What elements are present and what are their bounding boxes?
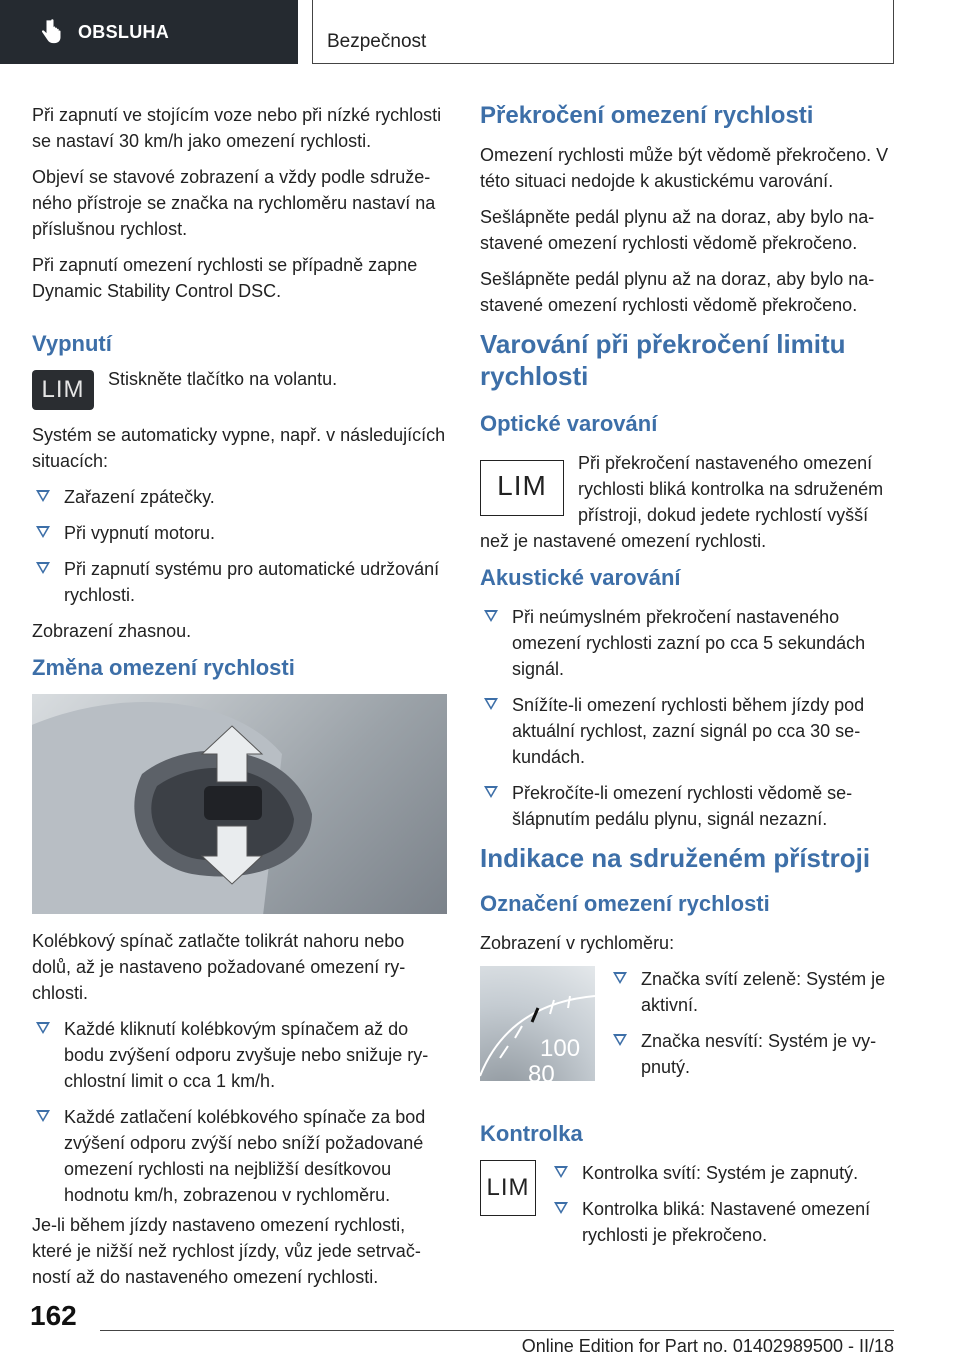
lim-indicator-icon: LIM xyxy=(480,460,564,516)
list-item: Zařazení zpátečky. xyxy=(32,484,447,510)
speedo-80-label: 80 xyxy=(528,1061,555,1081)
edition-text: Online Edition for Part no. 01402989500 - II/18 xyxy=(521,1336,894,1356)
heading-kontrolka: Kontrolka xyxy=(480,1121,583,1146)
lim-button-icon: LIM xyxy=(32,370,94,410)
paragraph: Objeví se stavové zobrazení a vždy podle sdruženého přístroje se značka na rychloměru nastaví na příslušnou rychlost. xyxy=(32,167,436,239)
heading-vypnuti: Vypnutí xyxy=(32,331,112,356)
bullet-triangle-icon xyxy=(36,490,50,502)
left-column xyxy=(32,102,447,1300)
paragraph: Systém se automaticky vypne, např. v následujících situacích: xyxy=(32,425,446,471)
bullet-triangle-icon xyxy=(36,526,50,538)
header-section xyxy=(312,0,894,64)
bullet-triangle-icon xyxy=(36,1110,50,1122)
speedometer-image xyxy=(480,966,595,1081)
list-item: Každé zatlačení kolébkového spínače za bod zvýšení odporu zvýší nebo sníží požadované omezení rychlosti na nejbližší desítkovou hodnotu km/h, zobrazenou v rychloměru. xyxy=(32,1104,447,1208)
list xyxy=(609,966,898,1090)
heading-oznaceni: Označení omezení rychlosti xyxy=(480,891,770,916)
header-tab-label: OBSLUHA xyxy=(78,21,170,42)
list xyxy=(480,604,898,832)
bullet-triangle-icon xyxy=(36,1022,50,1034)
list-item: Značka nesvítí: Systém je vypnutý. xyxy=(609,1028,898,1080)
list-item: Značka svítí zeleně: Systém je aktivní. xyxy=(609,966,898,1018)
footer-divider xyxy=(100,1330,894,1331)
paragraph: Omezení rychlosti může být vědomě překročeno. V této situaci nedojde k akustickému varování. xyxy=(480,145,889,191)
paragraph: Sešlápněte pedál plynu až na doraz, aby bylo nastavené omezení rychlosti vědomě překročeno. xyxy=(480,269,875,315)
section-title: Bezpečnost xyxy=(327,31,427,52)
list-item: Při neúmyslném překročení nastaveného omezení rychlosti zazní po cca 5 sekundách signál. xyxy=(480,604,898,682)
list xyxy=(32,484,447,608)
heading-indikace: Indikace na sdruženém přístroji xyxy=(480,843,871,873)
heading-prekroceni: Překročení omezení rychlosti xyxy=(480,102,814,129)
bullet-triangle-icon xyxy=(484,610,498,622)
bullet-triangle-icon xyxy=(554,1202,568,1214)
list-item: Snížíte-li omezení rychlosti během jízdy pod aktuální rychlost, zazní signál po cca 30 sekundách. xyxy=(480,692,898,770)
list-item: Kontrolka bliká: Nastavené omezení rychlosti je překročeno. xyxy=(550,1196,898,1248)
paragraph: Při zapnutí omezení rychlosti se případně zapne Dynamic Stability Control DSC. xyxy=(32,255,418,301)
list xyxy=(32,1016,447,1208)
paragraph: Při zapnutí ve stojícím voze nebo při nízké rychlosti se nastaví 30 km/h jako omezení rychlosti. xyxy=(32,105,442,151)
heading-varovani: Varování při překročení limitu rychlosti xyxy=(480,329,846,391)
paragraph: Při překročení nastaveného omezení rychlosti bliká kontrolka na sdruženém přístroji, dokud jedete rychlostí vyšší než je nastavené omezení rychlosti. xyxy=(480,453,884,551)
paragraph: Zobrazení v rychloměru: xyxy=(480,933,675,953)
heading-zmena: Změna omezení rychlosti xyxy=(32,655,295,680)
bullet-triangle-icon xyxy=(554,1166,568,1178)
list xyxy=(550,1160,898,1258)
paragraph: Stiskněte tlačítko na volantu. xyxy=(108,369,338,389)
page-number: 162 xyxy=(30,1300,77,1331)
paragraph: Zobrazení zhasnou. xyxy=(32,621,192,641)
bullet-triangle-icon xyxy=(484,698,498,710)
heading-opticke: Optické varování xyxy=(480,411,658,436)
speedo-100-label: 100 xyxy=(540,1035,581,1062)
hand-icon xyxy=(36,18,64,46)
list-item: Kontrolka svítí: Systém je zapnutý. xyxy=(550,1160,898,1186)
bullet-triangle-icon xyxy=(613,1034,627,1046)
list-item: Každé kliknutí kolébkovým spínačem až do bodu zvýšení odporu zvyšuje nebo snižuje rychlostní limit o cca 1 km/h. xyxy=(32,1016,447,1094)
bullet-triangle-icon xyxy=(36,562,50,574)
paragraph: Je-li během jízdy nastaveno omezení rychlosti, které je nižší než rychlost jízdy, vůz jede setrvačností až do nastaveného omezení rychlosti. xyxy=(32,1215,421,1287)
list-item: Při zapnutí systému pro automatické udržování rychlosti. xyxy=(32,556,447,608)
bullet-triangle-icon xyxy=(613,972,627,984)
paragraph: Kolébkový spínač zatlačte tolikrát nahoru nebo dolů, až je nastaveno požadované omezení rychlosti. xyxy=(32,931,406,1003)
lim-indicator-icon: LIM xyxy=(480,1160,536,1216)
rocker-switch-photo xyxy=(32,694,447,914)
right-column xyxy=(480,102,898,1268)
header-tab xyxy=(0,0,298,64)
list-item: Při vypnutí motoru. xyxy=(32,520,447,546)
list-item: Překročíte-li omezení rychlosti vědomě sešlápnutím pedálu plynu, signál nezazní. xyxy=(480,780,898,832)
bullet-triangle-icon xyxy=(484,786,498,798)
paragraph: Sešlápněte pedál plynu až na doraz, aby bylo nastavené omezení rychlosti vědomě překročeno. xyxy=(480,207,875,253)
heading-akusticke: Akustické varování xyxy=(480,565,681,590)
